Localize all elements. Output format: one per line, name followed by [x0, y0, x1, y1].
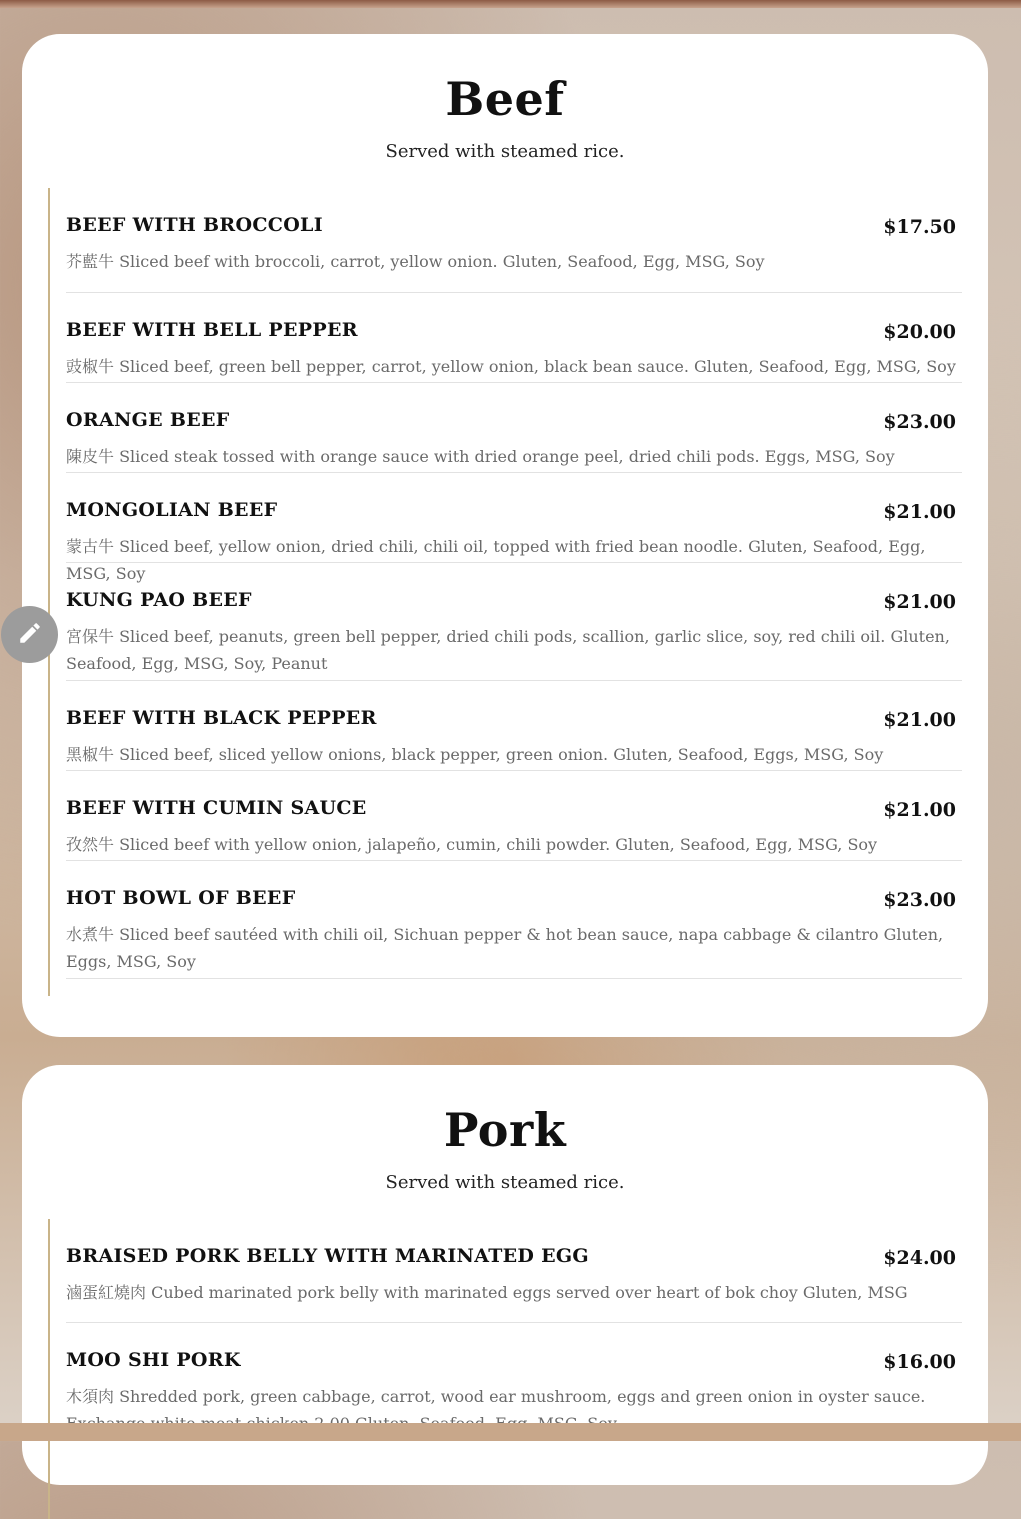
item-price: $21.00 — [883, 591, 956, 613]
item-price: $20.00 — [883, 321, 956, 343]
item-description: 水煮牛 Sliced beef sautéed with chili oil, Sichuan pepper & hot bean sauce, napa cabbage & cilantro Gluten, Eggs, MSG, Soy — [66, 925, 944, 971]
item-name: BEEF WITH BLACK PEPPER — [66, 707, 377, 729]
beef-items-list — [48, 188, 962, 996]
bottom-bar — [0, 1423, 1021, 1441]
pork-section-card — [22, 1065, 988, 1485]
menu-item[interactable] — [66, 681, 962, 771]
item-price: $21.00 — [883, 799, 956, 821]
menu-item[interactable] — [66, 473, 962, 583]
item-description: 宮保牛 Sliced beef, peanuts, green bell pepper, dried chili pods, scallion, garlic slice, soy, red chili oil. Gluten, Seafood, Egg, MSG, Soy, Peanut — [66, 627, 950, 673]
item-price: $21.00 — [883, 709, 956, 731]
menu-item[interactable] — [66, 563, 962, 681]
top-border — [0, 0, 1021, 8]
item-name: MONGOLIAN BEEF — [66, 499, 278, 521]
item-description: 芥藍牛 Sliced beef with broccoli, carrot, yellow onion. Gluten, Seafood, Egg, MSG, Soy — [66, 252, 765, 271]
item-name: BRAISED PORK BELLY WITH MARINATED EGG — [66, 1245, 589, 1267]
item-price: $23.00 — [883, 889, 956, 911]
item-price: $24.00 — [883, 1247, 956, 1269]
item-name: BEEF WITH BROCCOLI — [66, 214, 323, 236]
item-price: $21.00 — [883, 501, 956, 523]
item-name: BEEF WITH CUMIN SAUCE — [66, 797, 367, 819]
item-name: ORANGE BEEF — [66, 409, 230, 431]
menu-item[interactable] — [66, 861, 962, 979]
item-price: $23.00 — [883, 411, 956, 433]
menu-item[interactable] — [66, 771, 962, 861]
item-price: $17.50 — [883, 216, 956, 238]
item-description: 孜然牛 Sliced beef with yellow onion, jalapeño, cumin, chili powder. Gluten, Seafood, Egg, MSG, Soy — [66, 835, 878, 854]
item-description: 黑椒牛 Sliced beef, sliced yellow onions, black pepper, green onion. Gluten, Seafood, Eggs, MSG, Soy — [66, 745, 884, 764]
section-title-pork: Pork — [443, 1103, 567, 1157]
section-subtitle-beef: Served with steamed rice. — [385, 141, 625, 162]
menu-item[interactable] — [66, 1219, 962, 1323]
section-subtitle-pork: Served with steamed rice. — [385, 1172, 625, 1193]
item-name: KUNG PAO BEEF — [66, 589, 252, 611]
item-description: 滷蛋紅燒肉 Cubed marinated pork belly with marinated eggs served over heart of bok choy Gluten, MSG — [66, 1283, 908, 1302]
item-name: MOO SHI PORK — [66, 1349, 241, 1371]
pencil-icon — [17, 620, 43, 650]
item-description: 木須肉 Shredded pork, green cabbage, carrot, wood ear mushroom, eggs and green onion in oyster sauce. — [66, 1387, 926, 1406]
beef-section-card — [22, 34, 988, 1037]
section-title-beef: Beef — [445, 72, 565, 126]
menu-item[interactable] — [66, 383, 962, 473]
menu-item[interactable] — [66, 293, 962, 383]
item-description: 豉椒牛 Sliced beef, green bell pepper, carrot, yellow onion, black bean sauce. Gluten, Seafood, Egg, MSG, Soy — [66, 357, 956, 376]
edit-button[interactable] — [1, 606, 58, 663]
item-name: BEEF WITH BELL PEPPER — [66, 319, 358, 341]
item-price: $16.00 — [883, 1351, 956, 1373]
item-name: HOT BOWL OF BEEF — [66, 887, 296, 909]
menu-item[interactable] — [66, 188, 962, 293]
item-description: 蒙古牛 Sliced beef, yellow onion, dried chili, chili oil, topped with fried bean noodle. Gluten, Seafood, Egg, MSG, Soy — [66, 537, 926, 583]
pork-items-list — [48, 1219, 962, 1519]
item-description: 陳皮牛 Sliced steak tossed with orange sauce with dried orange peel, dried chili pods. Eggs, MSG, Soy — [66, 447, 895, 466]
